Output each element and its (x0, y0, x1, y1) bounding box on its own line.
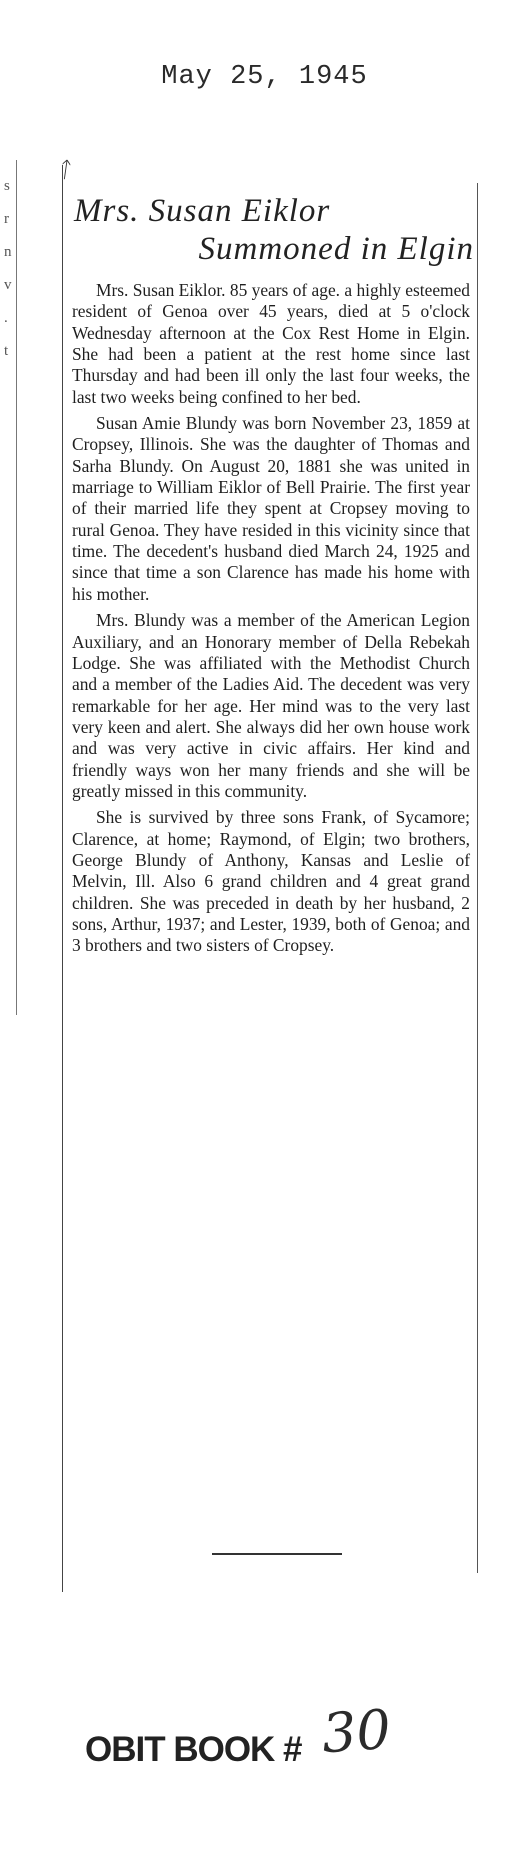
fragment-char: r (4, 211, 9, 227)
newspaper-clipping (57, 156, 478, 1592)
closing-rule (212, 1553, 342, 1555)
fragment-char: . (4, 310, 8, 326)
paragraph: Mrs. Susan Eiklor. 85 years of age. a highly esteemed resident of Genoa over 45 years, died at 5 o'clock Wednesday afternoon at the Cox Rest Home in Elgin. She had been a patient at the rest home since last Thursday and had been ill only the last four weeks, the last two weeks being confined to her bed. (72, 280, 470, 407)
fragment-char: s (4, 178, 10, 194)
headline-line-1: Mrs. Susan Eiklor (74, 193, 331, 229)
fragment-char: t (4, 343, 9, 359)
clipping-right-border (477, 183, 478, 1573)
obit-book-number: 30 (319, 1697, 393, 1766)
fragment-char: n (4, 244, 12, 260)
clipping-date: May 25, 1945 (161, 62, 368, 92)
article-body (72, 280, 470, 962)
clipping-left-border (62, 165, 63, 1592)
paragraph: Mrs. Blundy was a member of the American Legion Auxiliary, and an Honorary member of Della Rebekah Lodge. She was affiliated with the Methodist Church and a member of the Ladies Aid. The decedent was very remarkable for her age. Her mind was to the very last very keen and alert. She always did her own house work and was very active in civic affairs. Her kind and friendly ways won her many friends and she will be greatly missed in this community. (72, 610, 470, 801)
fragment-char: v (4, 277, 12, 293)
headline (74, 193, 478, 267)
paragraph: Susan Amie Blundy was born November 23, 1859 at Cropsey, Illinois. She was the daughter of Thomas and Sarha Blundy. On August 20, 1881 she was united in marriage to William Eiklor of Bell Prairie. The first year of their married life they spent at Cropsey moving to rural Genoa. They have resided in this vicinity since that time. The decedent's husband died March 24, 1925 and since that time a son Clarence has made his home with his mother. (72, 413, 470, 604)
adjacent-column-fragment (4, 170, 16, 368)
obit-book-label: OBIT BOOK # (85, 1730, 302, 1769)
headline-line-2: Summoned in Elgin (198, 231, 474, 267)
paragraph: She is survived by three sons Frank, of Sycamore; Clarence, at home; Raymond, of Elgin; two brothers, George Blundy of Anthony, Kansas and Leslie of Melvin, Ill. Also 6 grand children and 4 great grand children. She was preceded in death by her husband, 2 sons, Arthur, 1937; and Lester, 1939, both of Genoa; and 3 brothers and two sisters of Cropsey. (72, 807, 470, 956)
pen-mark: ᛏ (57, 156, 74, 183)
adjacent-column-edge (16, 160, 17, 1015)
